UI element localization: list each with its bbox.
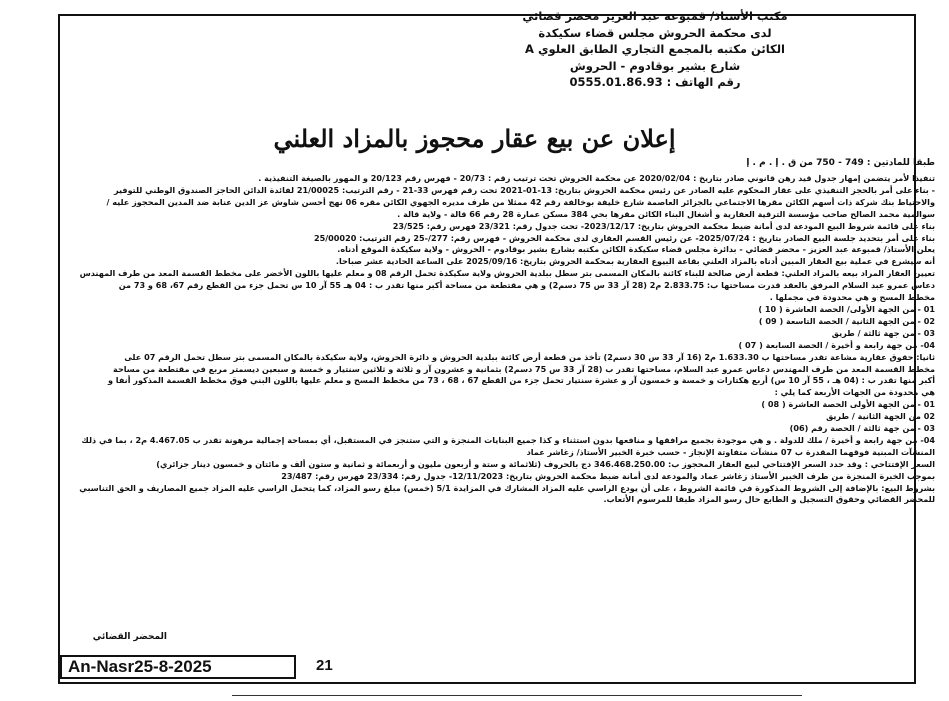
body-line: 01 - من الجهة الأولى الحصة العاشرة ( 08 ) [761,399,935,410]
body-line: 04- من جهة رابعة و أخيرة / ملك للدولة . و هي موجودة بجميع مرافقها و منافعها بدون استثناء و كذا جميع البنايات المنجزة و التي ستنجز في المستقبل، أي بمساحة إجمالية مرهونة تقدر ب 4.467.05 م2 ، بما في ذلك [81,434,935,445]
body-line: 01 - من الجهة الأولى/ الحصة العاشرة ( 10 ) [758,303,935,314]
header-line: مكتب الأستاذ/ قمبوعة عبد العزيز محضر قضائي [522,9,788,23]
body-line: أنه سيشرع في عملية بيع العقار المبين أدناه بالمزاد العلني بقاعة البيوع العقارية بمحكمة الحروش بتاريخ: 2025/09/16 على الساعة الحادية عشر صباحا. [335,256,935,267]
body-line: 02 من الجهة الثانية / طريق [826,411,935,422]
body-line: مخطط المسح و هي محدودة في مجملها . [769,292,935,303]
body-line: 03 - من جهة ثالثة / الحصة رقم (06) [789,423,935,434]
newspaper-footer [58,655,916,679]
announcement-body [10,173,935,506]
body-line: السعر الإفتتاحي : وقد حدد السعر الإفتتاحي لبيع العقار المحجوز ب: 346.468.250.00 دج بالحروف (ثلاثمائة و ستة و أربعون مليون و أربعمائة و ثمانية و ستون ألف و مائتان و خمسون دينار جزائري) [156,458,935,469]
body-line: المنشآت المبنية فوقهما المقدرة ب 07 منشآت متفاوتة الإنجاز - حسب خبرة الخبير الأستاذ/ زغاشر عماد [526,446,935,457]
body-line: سوالمية محمد الصالح صاحب مؤسسة الترقية العقارية و أشغال البناء الكائن مقرها بحي 384 مسكن عمارة 28 رقم 66 قالة - ولاية قالة . [397,208,935,219]
bailiff-office-header [375,8,935,91]
legal-reference: طبقا للمادتين : 749 - 750 من ق . إ . م . إ [746,158,935,168]
body-line: هي محدودة من الجهات الأربعة كما يلي : [774,387,935,398]
header-line: شارع بشير بوقادوم - الحروش [569,58,741,73]
bottom-rule [232,695,802,696]
body-line: دعاس عمرو عبد السلام المرفق بالعقد قدرت مساحتها ب: 2.833.75 م2 (28 آر 33 س 75 دسم2) و هي مقتطعة من مساحة أكبر منها تقدر ب : 04 هـ 55 آر 10 س تحمل جزء من القطع رقم 67، 68 و 73 من [118,280,935,291]
body-line: بناء على أمر بتحديد جلسة البيع الصادر بتاريخ : 2025/07/24- عن رئيس القسم العقاري لدى محكمة الحروش - فهرس رقم: 277/-25 رقم الترتيب: 25/00020 [313,232,935,243]
publication-stamp: An-Nasr25-8-2025 [60,655,296,679]
body-line: 04- من جهة رابعة و أخيرة / الحصة السابعة ( 07 ) [738,339,935,350]
body-line: ثانيا: حقوق عقارية مشاعة تقدر مساحتها ب 1.633.30 م2 (16 آر 33 س 30 دسم2) تأخذ من قطعة أرض كائنة ببلدية الحروش و دائرة الحروش، ولاية سكيكدة بالمكان المسمى بتر سطل تحمل الرقم 07 على [124,351,935,362]
body-line: تعيين العقار المراد بيعه بالمزاد العلني: قطعة أرض صالحة للبناء كائنة بالمكان المسمى بتر سطل ببلدية الحروش ولاية سكيكدة تحمل الرقم 08 و معلم عليها باللون الأخضر على مخطط القسمة المعد من طرف المهندس [79,268,935,279]
body-line: مخطط القسمة المعد من طرف المهندس دعاس عمرو عبد السلام، مساحتها تقدر ب (28 آر 33 س 75 دسم2) بثمانية و عشرون آر و ثلاثة و ثلاثين سنتيار و خمسة و سبعين ديسمتر مربع في مقتطعة من مساحة [113,363,935,374]
header-line: الكائن مكتبه بالمجمع التجاري الطابق العلوي A [525,42,785,56]
signature-label: المحضر القضائي [92,632,167,642]
body-line: يعلن الأستاذ/ قمبوعة عبد العزيز - محضر قضائي - بدائرة مجلس قضاء سكيكدة الكائن مكتبه بشارع بشير بوقادوم - الحروش - ولاية سكيكدة الموقع أدناه. [337,244,935,255]
body-line: والاحتياط بنك شركة ذات أسهم الكائن مقرها الاجتماعي بالجزائر العاصمة شارع خليفة بوخالفة رقم 42 ممثلا من طرف مديره الجهوي الكائن مقره 06 نهج أحسن شاوش عز الدين عنابة ضد المدين المحجوز عليه / [106,196,935,207]
body-line: 02 - من الجهة الثانية / الحصة التاسعة ( 09 ) [758,315,935,326]
header-line: رقم الهاتف : 0555.01.86.93 [569,75,741,89]
header-line: لدى محكمة الحروش مجلس قضاء سكيكدة [538,25,772,40]
body-line: للمحضر القضائي وحقوق التسجيل و الطابع حال رسو المزاد طبقا للمرسوم الأتعاب. [603,494,935,505]
body-line: بموجب الخبرة المنجزة من طرف الخبير الأستاذ زغاشر عماد والمودعة لدى أمانة ضبط محكمة الحروش بتاريخ: 12/11/2023- جدول رقم: 23/334 فهرس رقم: 23/487 [281,470,935,481]
body-line: بشروط البيع: بالإضافة إلى الشروط المذكورة في قائمة الشروط ، على أن يودع الراسي عليه المزاد المشارك في المزايدة 5/1 (خمس) مبلغ رسو المزاد، كما يتحمل الراسي عليه المزاد جميع المصاريف و الحق التناسبي [79,482,935,493]
page-number: 21 [316,657,333,674]
body-line: تنفيذا لأمر يتضمن إمهار جدول قيد رهن قانوني صادر بتاريخ : 2020/02/04 عن محكمة الحروش تحت ترتيب رقم : 20/73 - فهرس رقم 20/123 و المهور بالصيغة التنفيذية . [258,173,935,183]
body-line: - بناء على أمر بالحجز التنفيذي على عقار المحكوم عليه الصادر عن رئيس محكمة الحروش بتاريخ: 13-01-2021 تحت رقم فهرس 33-21 - رقم الترتيب: 21/00025 لفائدة الدائن الحاجز الصندوق الوطني للتوفير [113,184,935,195]
body-line: بناء على قائمة شروط البيع المودعة لدى أمانة ضبط محكمة الحروش بتاريخ: 2023/12/17- تحت جدول رقم: 23/321 فهرس رقم: 23/525 [392,220,935,231]
body-line: أكبر منها تقدر ب : (04 هـ ، 55 آر 10 س) أربع هكتارات و خمسة و خمسون آر و عشرة سنتيار تحمل جزء من القطع 67 ، 68 ، 73 من مخطط المسح و معلم عليها باللون البني فوق مخطط القسمة المذكور أنفا و [107,375,935,386]
announcement-title: إعلان عن بيع عقار محجوز بالمزاد العلني [273,124,676,153]
body-line: 03 - من جهة ثالثة / طريق [831,327,935,338]
